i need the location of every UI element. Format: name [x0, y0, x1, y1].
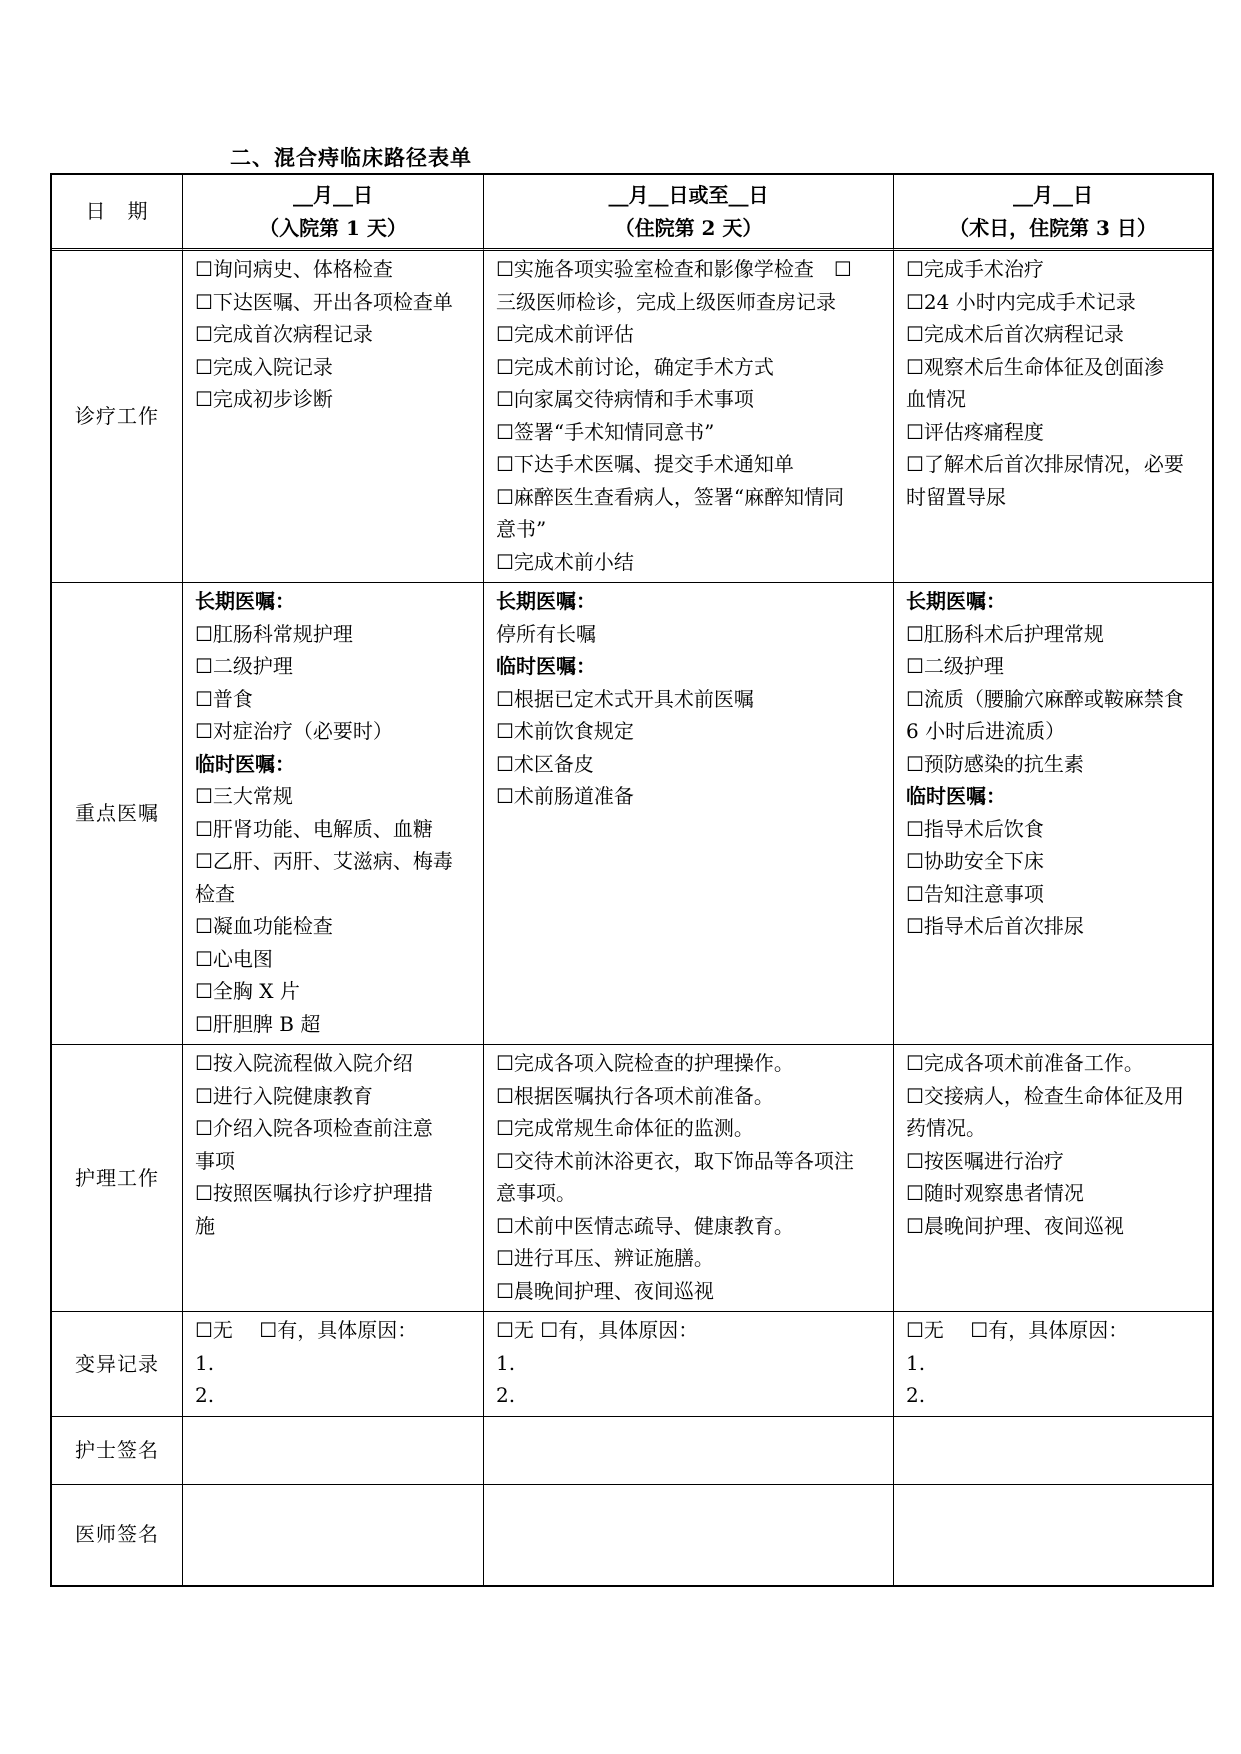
list-item: ☐下达医嘱、开出各项检查单 — [195, 289, 453, 314]
list-item: ☐肛肠科术后护理常规 — [906, 621, 1104, 646]
list-item: ☐实施各项实验室检查和影像学检查 ☐ — [496, 257, 852, 281]
section-heading: 临时医嘱： — [906, 784, 1006, 808]
doctor-sign-day1[interactable] — [183, 1485, 484, 1585]
header-day3 — [894, 175, 1212, 251]
list-item: ☐进行耳压、辨证施膳。 — [496, 1246, 714, 1270]
list-item: ☐观察术后生命体征及创面渗 — [906, 354, 1164, 379]
list-item: ☐完成首次病程记录 — [195, 322, 373, 346]
list-item: 1. — [496, 1350, 516, 1375]
doctor-sign-day2[interactable] — [484, 1485, 894, 1585]
list-item: ☐下达手术医嘱、提交手术通知单 — [496, 452, 794, 476]
list-item: ☐凝血功能检查 — [195, 914, 333, 938]
header-day2 — [484, 175, 894, 251]
section-heading: 长期医嘱： — [496, 589, 596, 613]
list-item: ☐普食 — [195, 686, 253, 711]
row-label-orders: 重点医嘱 — [52, 583, 183, 1045]
row-nursing — [52, 1045, 1212, 1312]
list-item: ☐二级护理 — [195, 654, 293, 678]
date-label: 日 期 — [52, 175, 183, 251]
list-item: ☐按入院流程做入院介绍 — [195, 1051, 413, 1075]
list-item: ☐麻醉医生查看病人，签署“麻醉知情同 — [496, 484, 845, 509]
list-item: ☐对症治疗（必要时） — [195, 719, 393, 743]
list-item: ☐肝胆脾 B 超 — [195, 1011, 321, 1036]
list-item: ☐向家属交待病情和手术事项 — [496, 387, 754, 411]
nursing-day2 — [484, 1045, 894, 1312]
list-item: ☐无 ☐有，具体原因： — [906, 1318, 1129, 1342]
list-item: ☐全胸 X 片 — [195, 979, 300, 1003]
row-nurse-sign — [52, 1417, 1212, 1485]
orders-day3 — [894, 583, 1212, 1045]
list-item: ☐完成术后首次病程记录 — [906, 322, 1124, 346]
list-item: ☐指导术后首次排尿 — [906, 914, 1084, 938]
list-item: 时留置导尿 — [906, 484, 1006, 509]
list-item: 停所有长嘱 — [496, 621, 596, 646]
header-day1-desc: （入院第 1 天） — [259, 215, 407, 240]
variance-day1 — [183, 1312, 484, 1417]
list-item: ☐完成术前讨论，确定手术方式 — [496, 354, 774, 379]
row-doctor-sign — [52, 1485, 1212, 1585]
list-item: 三级医师检诊，完成上级医师查房记录 — [496, 289, 836, 314]
list-item: ☐术前肠道准备 — [496, 784, 634, 808]
list-item: ☐介绍入院各项检查前注意 — [195, 1116, 433, 1140]
list-item: ☐流质（腰腧穴麻醉或鞍麻禁食 — [906, 686, 1184, 711]
list-item: ☐术前饮食规定 — [496, 719, 634, 743]
list-item: ☐告知注意事项 — [906, 881, 1044, 906]
list-item: ☐完成入院记录 — [195, 354, 333, 379]
nursing-day3 — [894, 1045, 1212, 1312]
row-label-nursing: 护理工作 — [52, 1045, 183, 1312]
variance-day2 — [484, 1312, 894, 1417]
list-item: ☐根据已定术式开具术前医嘱 — [496, 686, 754, 711]
list-item: ☐指导术后饮食 — [906, 816, 1044, 841]
list-item: ☐交接病人，检查生命体征及用 — [906, 1083, 1184, 1108]
list-item: 施 — [195, 1213, 215, 1238]
list-item: ☐根据医嘱执行各项术前准备。 — [496, 1083, 774, 1108]
list-item: ☐24 小时内完成手术记录 — [906, 289, 1136, 314]
list-item: 2. — [195, 1383, 215, 1407]
list-item: ☐三大常规 — [195, 784, 293, 808]
list-item: ☐术区备皮 — [496, 751, 594, 776]
list-item: ☐无 ☐有，具体原因： — [195, 1318, 418, 1342]
header-day3-date: __月__日 — [1013, 183, 1093, 207]
nurse-sign-day3[interactable] — [894, 1417, 1212, 1485]
row-label-diagnosis: 诊疗工作 — [52, 251, 183, 583]
list-item: ☐按照医嘱执行诊疗护理措 — [195, 1181, 433, 1205]
list-item: ☐完成各项术前准备工作。 — [906, 1051, 1144, 1075]
list-item: ☐预防感染的抗生素 — [906, 751, 1084, 776]
list-item: ☐交待术前沐浴更衣，取下饰品等各项注 — [496, 1148, 854, 1173]
list-item: ☐术前中医情志疏导、健康教育。 — [496, 1213, 794, 1238]
list-item: ☐询问病史、体格检查 — [195, 257, 393, 281]
list-item: 检查 — [195, 881, 235, 906]
doctor-sign-day3[interactable] — [894, 1485, 1212, 1585]
diagnosis-day2 — [484, 251, 894, 583]
list-item: ☐晨晚间护理、夜间巡视 — [906, 1213, 1124, 1238]
list-item: 1. — [195, 1350, 215, 1375]
section-heading: 临时医嘱： — [496, 654, 596, 678]
list-item: ☐乙肝、丙肝、艾滋病、梅毒 — [195, 849, 453, 873]
list-item: ☐完成初步诊断 — [195, 387, 333, 411]
list-item: 意书” — [496, 517, 547, 541]
list-item: ☐完成术前评估 — [496, 322, 634, 346]
header-day3-desc: （术日，住院第 3 日） — [949, 215, 1157, 240]
list-item: ☐无 ☐有，具体原因： — [496, 1318, 699, 1342]
list-item: ☐完成各项入院检查的护理操作。 — [496, 1051, 794, 1075]
list-item: ☐签署“手术知情同意书” — [496, 419, 715, 444]
list-item: ☐随时观察患者情况 — [906, 1181, 1084, 1205]
list-item: 2. — [496, 1383, 516, 1407]
list-item: ☐心电图 — [195, 946, 273, 971]
list-item: 2. — [906, 1383, 926, 1407]
orders-day1 — [183, 583, 484, 1045]
header-row — [52, 175, 1212, 251]
header-day1 — [183, 175, 484, 251]
row-label-variance: 变异记录 — [52, 1312, 183, 1417]
list-item: 意事项。 — [496, 1181, 576, 1205]
diagnosis-day1 — [183, 251, 484, 583]
list-item: ☐肝肾功能、电解质、血糖 — [195, 816, 433, 841]
row-orders — [52, 583, 1212, 1045]
row-label-doctor-sign: 医师签名 — [52, 1485, 183, 1585]
list-item: 血情况 — [906, 387, 966, 411]
nurse-sign-day2[interactable] — [484, 1417, 894, 1485]
section-heading: 长期医嘱： — [195, 589, 295, 613]
list-item: 1. — [906, 1350, 926, 1375]
list-item: ☐晨晚间护理、夜间巡视 — [496, 1278, 714, 1303]
nursing-day1 — [183, 1045, 484, 1312]
section-heading: 临时医嘱： — [195, 751, 295, 776]
list-item: ☐完成术前小结 — [496, 549, 634, 574]
diagnosis-day3 — [894, 251, 1212, 583]
variance-day3 — [894, 1312, 1212, 1417]
header-day2-desc: （住院第 2 天） — [614, 215, 763, 240]
list-item: ☐协助安全下床 — [906, 849, 1044, 873]
list-item: ☐完成手术治疗 — [906, 257, 1044, 281]
nurse-sign-day1[interactable] — [183, 1417, 484, 1485]
list-item: ☐评估疼痛程度 — [906, 419, 1044, 444]
list-item: ☐二级护理 — [906, 654, 1004, 678]
clinical-pathway-table — [50, 173, 1214, 1587]
list-item: ☐进行入院健康教育 — [195, 1083, 373, 1108]
list-item: 事项 — [195, 1148, 235, 1173]
list-item: 6 小时后进流质） — [906, 719, 1066, 743]
section-heading: 长期医嘱： — [906, 589, 1006, 613]
list-item: ☐肛肠科常规护理 — [195, 621, 353, 646]
header-day2-date: __月__日或至__日 — [608, 183, 769, 207]
row-label-nurse-sign: 护士签名 — [52, 1417, 183, 1485]
list-item: ☐了解术后首次排尿情况，必要 — [906, 452, 1184, 476]
row-variance — [52, 1312, 1212, 1417]
header-day1-date: __月__日 — [293, 183, 373, 207]
document-title: 二、混合痔临床路径表单 — [230, 145, 472, 170]
list-item: ☐按医嘱进行治疗 — [906, 1148, 1064, 1173]
row-diagnosis — [52, 251, 1212, 583]
list-item: 药情况。 — [906, 1116, 986, 1140]
list-item: ☐完成常规生命体征的监测。 — [496, 1116, 754, 1140]
orders-day2 — [484, 583, 894, 1045]
